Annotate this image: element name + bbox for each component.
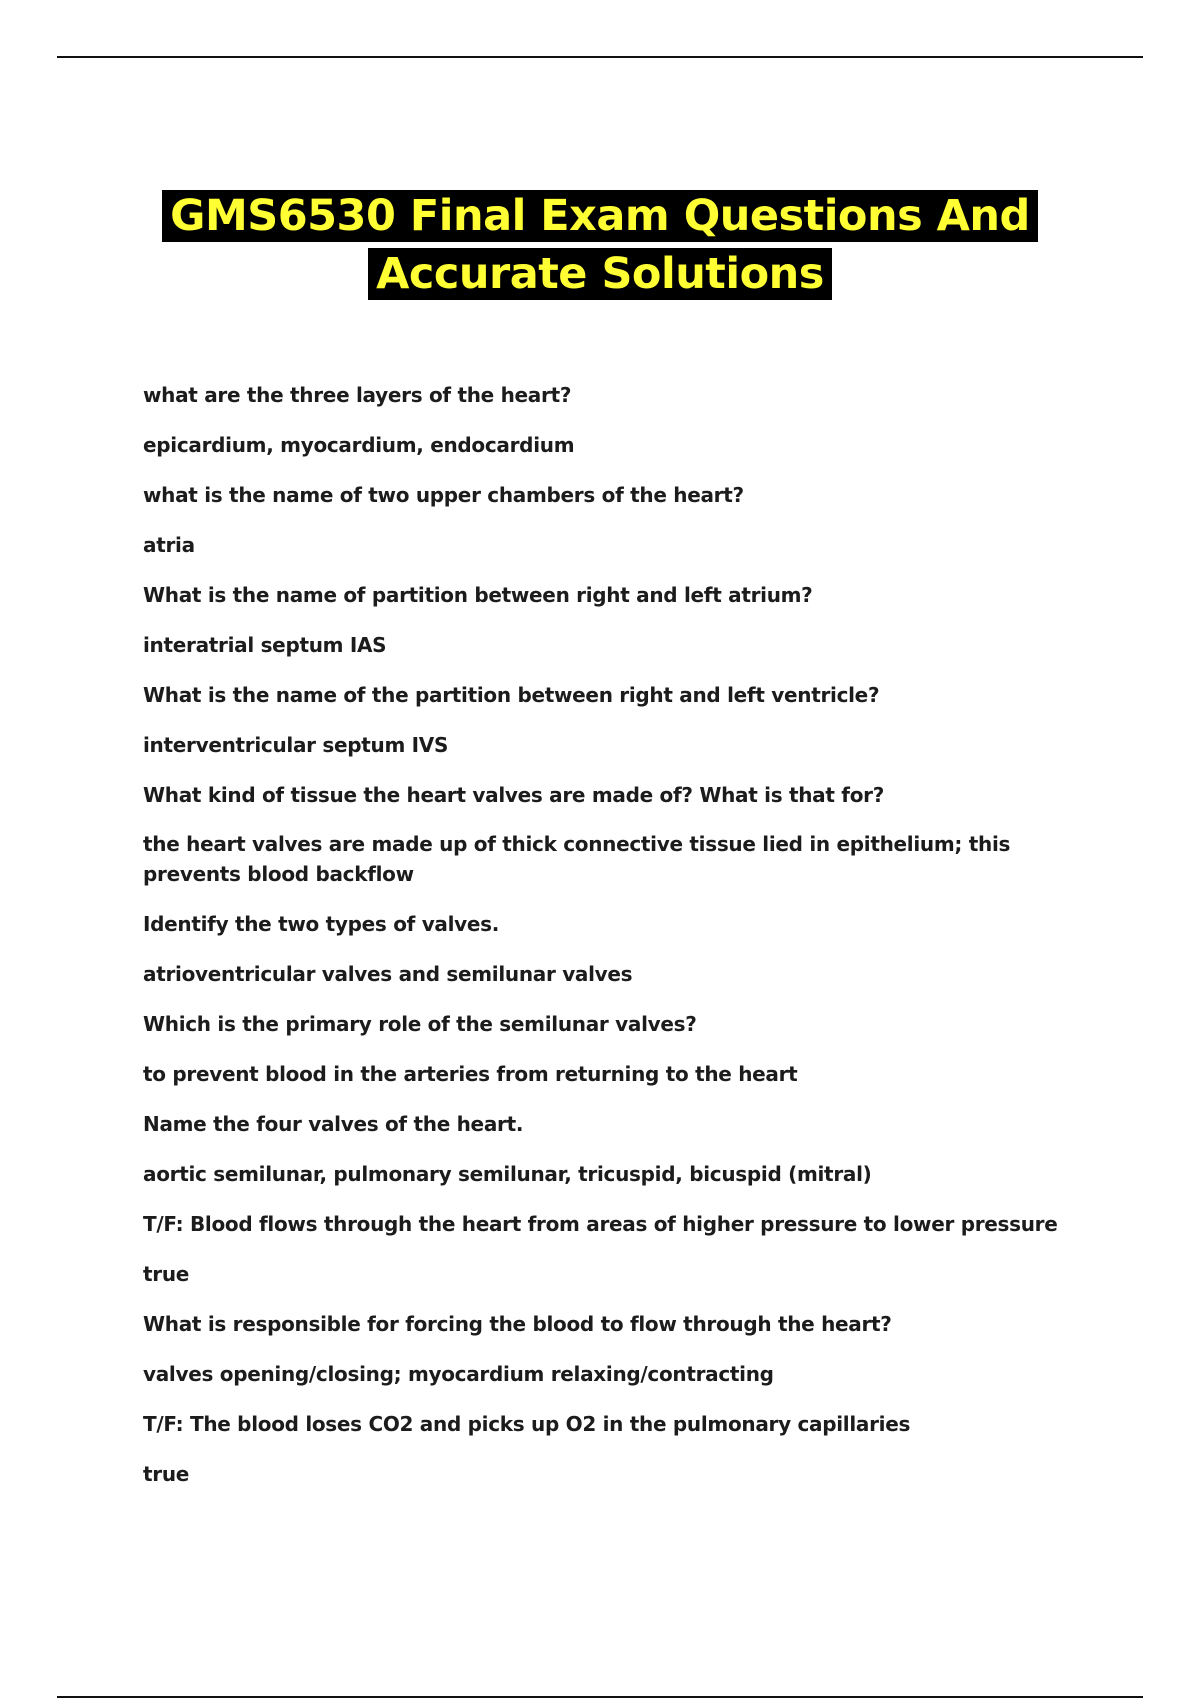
answer-item [143, 730, 1103, 760]
answer-text: the heart valves are made up of thick connective tissue lied in epithelium; this prevents blood backflow [143, 832, 1011, 886]
question-text: Which is the primary role of the semilunar valves? [143, 1012, 697, 1036]
question-text: T/F: The blood loses CO2 and picks up O2 in the pulmonary capillaries [143, 1412, 911, 1436]
answer-text: to prevent blood in the arteries from returning to the heart [143, 1062, 798, 1086]
question-item [143, 1209, 1103, 1239]
answer-item [143, 1159, 1103, 1189]
answer-item [143, 1359, 1103, 1389]
question-item [143, 909, 1103, 939]
answer-text: interventricular septum IVS [143, 733, 449, 757]
question-item [143, 1009, 1103, 1039]
question-text: Name the four valves of the heart. [143, 1112, 524, 1136]
answer-item [143, 1259, 1103, 1289]
answer-item [143, 430, 1103, 460]
answer-text: atria [143, 533, 195, 557]
question-item [143, 480, 1103, 510]
answer-item [143, 1059, 1103, 1089]
document-title [0, 190, 1200, 300]
answer-text: epicardium, myocardium, endocardium [143, 433, 575, 457]
question-item [143, 680, 1103, 710]
question-text: Identify the two types of valves. [143, 912, 500, 936]
question-item [143, 780, 1103, 810]
answer-item [143, 1459, 1103, 1489]
question-text: What kind of tissue the heart valves are made of? What is that for? [143, 783, 884, 807]
bottom-rule [57, 1696, 1143, 1698]
question-item [143, 580, 1103, 610]
qa-list [143, 380, 1103, 1489]
answer-item [143, 829, 1103, 889]
answer-text: valves opening/closing; myocardium relaxing/contracting [143, 1362, 774, 1386]
answer-text: aortic semilunar, pulmonary semilunar, tricuspid, bicuspid (mitral) [143, 1162, 872, 1186]
answer-item [143, 530, 1103, 560]
question-item [143, 1409, 1103, 1439]
question-text: What is responsible for forcing the blood to flow through the heart? [143, 1312, 892, 1336]
answer-text: interatrial septum IAS [143, 633, 387, 657]
answer-item [143, 630, 1103, 660]
question-item [143, 380, 1103, 410]
question-text: what is the name of two upper chambers of the heart? [143, 483, 744, 507]
answer-text: true [143, 1462, 190, 1486]
question-text: What is the name of partition between right and left atrium? [143, 583, 813, 607]
top-rule [57, 56, 1143, 58]
title-line-2: Accurate Solutions [368, 248, 832, 300]
question-item [143, 1309, 1103, 1339]
question-text: What is the name of the partition between right and left ventricle? [143, 683, 880, 707]
question-item [143, 1109, 1103, 1139]
title-line-1: GMS6530 Final Exam Questions And [162, 190, 1038, 242]
question-text: T/F: Blood flows through the heart from areas of higher pressure to lower pressure [143, 1212, 1058, 1236]
answer-text: true [143, 1262, 190, 1286]
question-text: what are the three layers of the heart? [143, 383, 572, 407]
answer-text: atrioventricular valves and semilunar valves [143, 962, 633, 986]
answer-item [143, 959, 1103, 989]
